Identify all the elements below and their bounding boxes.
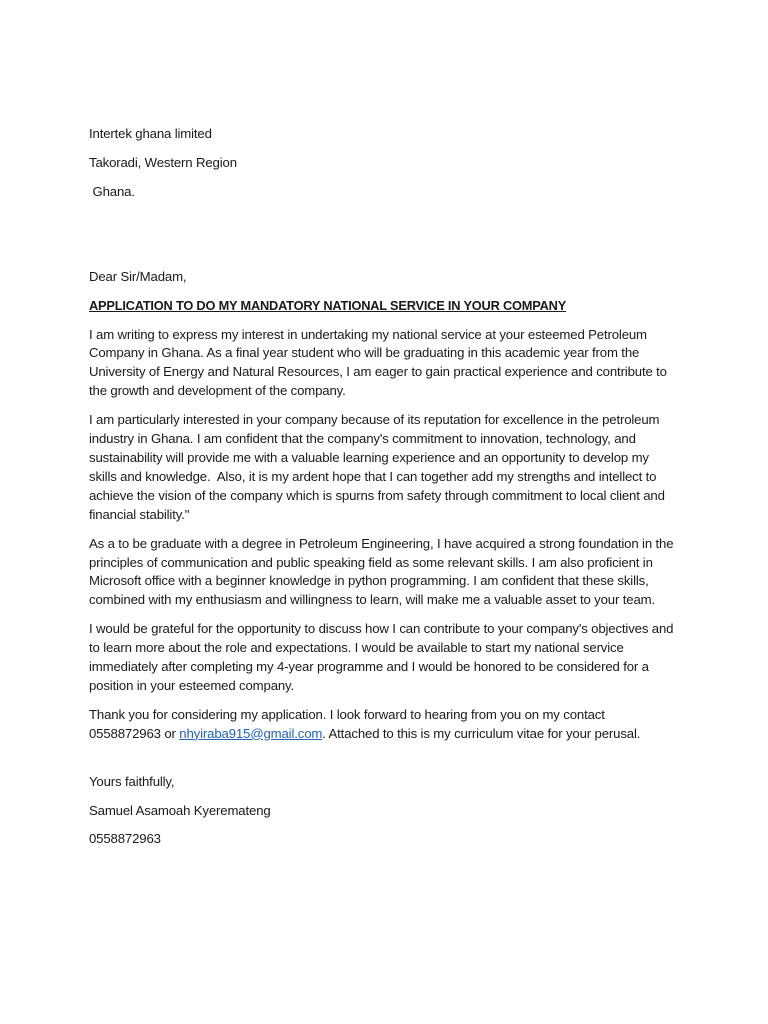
paragraph-line: University of Energy and Natural Resources, I am eager to gain practical experience and contribute to: [89, 364, 667, 380]
signer-name: Samuel Asamoah Kyeremateng: [89, 802, 271, 818]
signer-phone: 0558872963: [89, 831, 161, 847]
paragraph-line: combined with my enthusiasm and willingness to learn, will make me a valuable asset to your team.: [89, 592, 655, 608]
signature-block: [89, 773, 689, 850]
paragraph-line: industry in Ghana. I am confident that the company's commitment to innovation, technology, and: [89, 431, 636, 447]
email-link[interactable]: nhyiraba915@gmail.com: [179, 725, 323, 741]
paragraph-line: Company in Ghana. As a final year student who will be graduating in this academic year from the: [89, 345, 640, 361]
paragraph-4: [89, 620, 689, 696]
paragraph-1: [89, 326, 689, 402]
paragraph-3: [89, 535, 689, 611]
salutation: Dear Sir/Madam,: [89, 268, 187, 284]
recipient-company: Intertek ghana limited: [89, 126, 212, 141]
paragraph-line: sustainability will provide me with a valuable learning experience and an opportunity to develop my: [89, 449, 649, 465]
contact-line: [89, 725, 689, 744]
recipient-country: Ghana.: [89, 183, 135, 199]
paragraph-closing: [89, 706, 689, 744]
subject-heading: APPLICATION TO DO MY MANDATORY NATIONAL SERVICE IN YOUR COMPANY: [89, 297, 567, 313]
paragraph-line: the growth and development of the company.: [89, 383, 346, 399]
paragraph-line: position in your esteemed company.: [89, 677, 295, 693]
paragraph-line: achieve the vision of the company which is spurns from safety through commitment to local client and: [89, 487, 665, 503]
paragraph-line: I am writing to express my interest in undertaking my national service at your esteemed Petroleum: [89, 326, 647, 342]
recipient-location: Takoradi, Western Region: [89, 154, 237, 170]
paragraph-line: immediately after completing my 4-year programme and I would be honored to be considered for a: [89, 659, 649, 675]
paragraph-line: principles of communication and public speaking field as some relevant skills. I am also proficient in: [89, 554, 653, 570]
contact-phone-prefix: 0558872963 or: [89, 725, 180, 741]
paragraph-line: financial stability.": [89, 506, 190, 522]
letter-body: [89, 125, 689, 849]
contact-suffix: . Attached to this is my curriculum vitae for your perusal.: [322, 725, 641, 741]
paragraph-line: I am particularly interested in your company because of its reputation for excellence in the petroleum: [89, 412, 660, 428]
valediction: Yours faithfully,: [89, 773, 175, 789]
paragraph-line: to learn more about the role and expectations. I would be available to start my national service: [89, 640, 624, 656]
paragraph-line: As a to be graduate with a degree in Petroleum Engineering, I have acquired a strong foundation in the: [89, 535, 674, 551]
paragraph-line: Thank you for considering my application. I look forward to hearing from you on my contact: [89, 706, 605, 722]
recipient-address: [89, 125, 689, 202]
paragraph-line: Microsoft office with a beginner knowledge in python programming. I am confident that these skills,: [89, 573, 649, 589]
paragraph-line: skills and knowledge. Also, it is my ardent hope that I can together add my strengths and intellect to: [89, 468, 657, 484]
paragraph-2: [89, 411, 689, 524]
paragraph-line: I would be grateful for the opportunity to discuss how I can contribute to your company's objectives and: [89, 621, 674, 637]
